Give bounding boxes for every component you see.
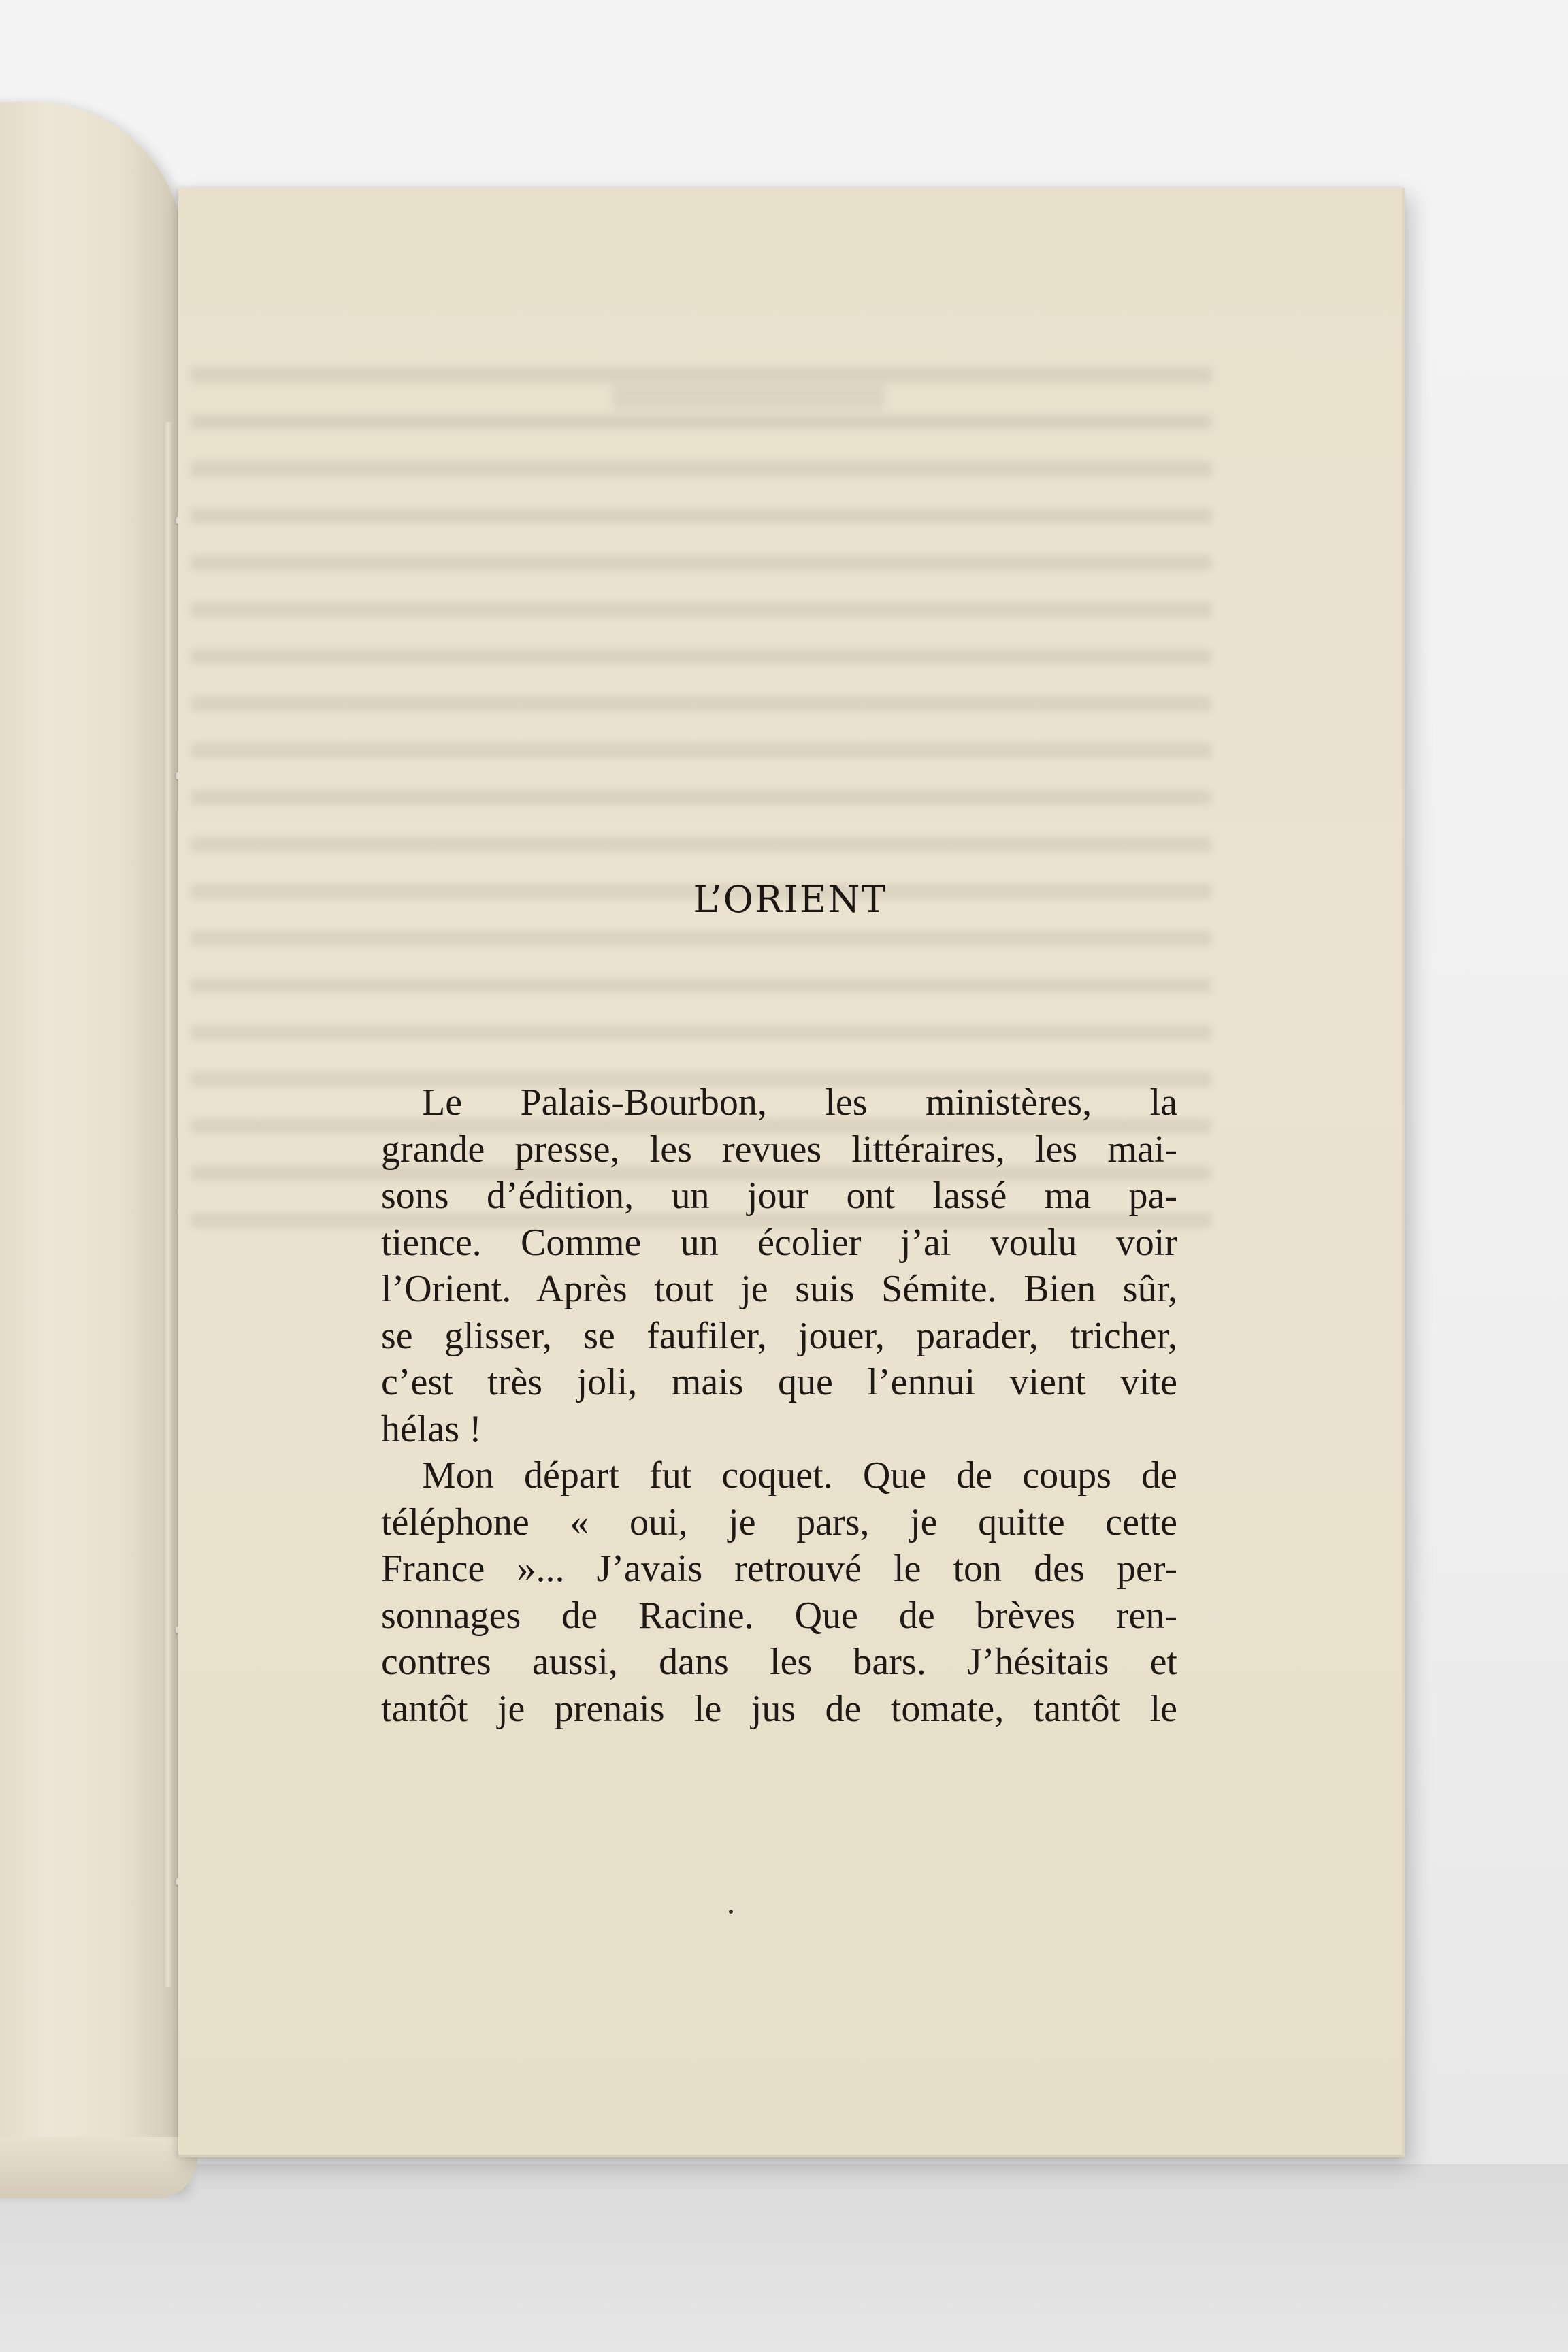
text-line: téléphone « oui, je pars, je quitte cette [381,1501,1177,1544]
text-line: France »... J’avais retrouvé le ton des per- [381,1548,1177,1590]
text-line: tantôt je prenais le jus de tomate, tantôt le [381,1687,1177,1730]
text-line: grande presse, les revues littéraires, les mai- [381,1128,1177,1171]
table-shadow [0,2164,1568,2352]
text-line: Le Palais-Bourbon, les ministères, la [422,1081,1177,1124]
left-page-bottom [0,2137,197,2198]
text-line: c’est très joli, mais que l’ennui vient vite [381,1361,1177,1403]
body-text [381,1079,1177,1732]
left-page [0,102,184,2191]
text-line: se glisser, se faufiler, jouer, parader, tricher, [381,1314,1177,1357]
text-line: l’Orient. Après tout je suis Sémite. Bien sûr, [381,1268,1177,1310]
text-line: Mon départ fut coquet. Que de coups de [422,1454,1177,1497]
text-line: tience. Comme un écolier j’ai voulu voir [381,1221,1177,1264]
text-line: contres aussi, dans les bars. J’hésitais et [381,1641,1177,1683]
left-page-edge [163,422,173,1987]
text-line: sons d’édition, un jour ont lassé ma pa- [381,1175,1177,1217]
text-line: hélas ! [381,1407,482,1450]
ink-speck [729,1910,733,1914]
text-line: sonnages de Racine. Que de brèves ren- [381,1594,1177,1637]
chapter-title: L’ORIENT [693,878,887,921]
